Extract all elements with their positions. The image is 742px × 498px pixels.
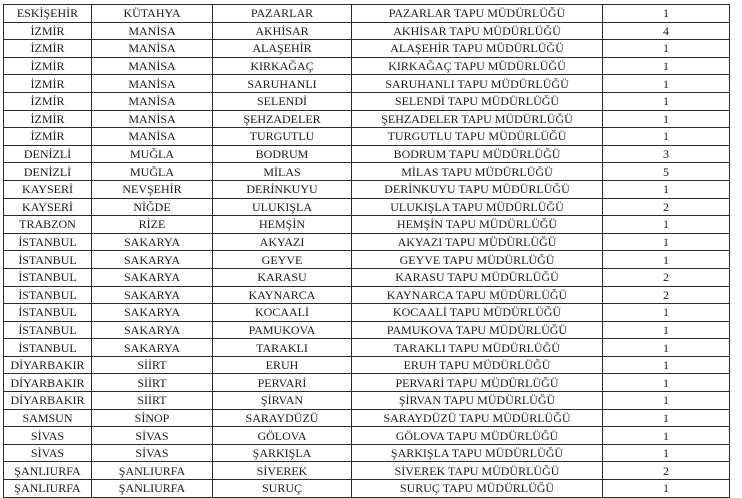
region-cell: İSTANBUL xyxy=(4,251,92,269)
count-cell: 1 xyxy=(603,180,730,198)
office-name-cell: KAYNARCA TAPU MÜDÜRLÜĞÜ xyxy=(352,286,603,304)
region-cell: İSTANBUL xyxy=(4,304,92,322)
region-cell: DENİZLİ xyxy=(4,145,92,163)
province-cell: SAKARYA xyxy=(92,251,213,269)
table-row xyxy=(4,233,730,251)
province-cell: MUĞLA xyxy=(92,145,213,163)
count-cell: 4 xyxy=(603,22,730,40)
province-cell: ŞANLIURFA xyxy=(92,462,213,480)
office-name-cell: MİLAS TAPU MÜDÜRLÜĞÜ xyxy=(352,163,603,181)
table-row xyxy=(4,409,730,427)
table-row xyxy=(4,480,730,498)
count-cell: 2 xyxy=(603,462,730,480)
district-cell: TARAKLI xyxy=(213,339,352,357)
count-cell: 2 xyxy=(603,286,730,304)
region-cell: KAYSERİ xyxy=(4,180,92,198)
office-name-cell: HEMŞİN TAPU MÜDÜRLÜĞÜ xyxy=(352,216,603,234)
province-cell: SAKARYA xyxy=(92,339,213,357)
office-name-cell: PAMUKOVA TAPU MÜDÜRLÜĞÜ xyxy=(352,321,603,339)
district-cell: ŞİRVAN xyxy=(213,392,352,410)
province-cell: MANİSA xyxy=(92,128,213,146)
count-cell: 1 xyxy=(603,233,730,251)
province-cell: SAKARYA xyxy=(92,304,213,322)
table-row xyxy=(4,374,730,392)
province-cell: SAKARYA xyxy=(92,268,213,286)
region-cell: DİYARBAKIR xyxy=(4,356,92,374)
province-cell: SİİRT xyxy=(92,374,213,392)
office-name-cell: BODRUM TAPU MÜDÜRLÜĞÜ xyxy=(352,145,603,163)
office-name-cell: TARAKLI TAPU MÜDÜRLÜĞÜ xyxy=(352,339,603,357)
table-row xyxy=(4,145,730,163)
province-cell: NİĞDE xyxy=(92,198,213,216)
region-cell: ESKİŞEHİR xyxy=(4,5,92,23)
office-name-cell: TURGUTLU TAPU MÜDÜRLÜĞÜ xyxy=(352,128,603,146)
table-row xyxy=(4,304,730,322)
province-cell: MANİSA xyxy=(92,110,213,128)
table-row xyxy=(4,198,730,216)
district-cell: KARASU xyxy=(213,268,352,286)
office-name-cell: ALAŞEHİR TAPU MÜDÜRLÜĞÜ xyxy=(352,40,603,58)
count-cell: 1 xyxy=(603,128,730,146)
table-row xyxy=(4,268,730,286)
district-cell: SARUHANLI xyxy=(213,75,352,93)
table-row xyxy=(4,57,730,75)
office-name-cell: PERVARİ TAPU MÜDÜRLÜĞÜ xyxy=(352,374,603,392)
district-cell: ŞEHZADELER xyxy=(213,110,352,128)
province-cell: ŞANLIURFA xyxy=(92,480,213,498)
district-cell: ALAŞEHİR xyxy=(213,40,352,58)
table-row xyxy=(4,5,730,23)
office-name-cell: SELENDİ TAPU MÜDÜRLÜĞÜ xyxy=(352,92,603,110)
count-cell: 5 xyxy=(603,163,730,181)
count-cell: 1 xyxy=(603,392,730,410)
region-cell: ŞANLIURFA xyxy=(4,462,92,480)
region-cell: İZMİR xyxy=(4,22,92,40)
region-cell: İZMİR xyxy=(4,57,92,75)
count-cell: 1 xyxy=(603,356,730,374)
count-cell: 1 xyxy=(603,92,730,110)
count-cell: 1 xyxy=(603,110,730,128)
district-cell: BODRUM xyxy=(213,145,352,163)
province-cell: KÜTAHYA xyxy=(92,5,213,23)
district-cell: PERVARİ xyxy=(213,374,352,392)
office-name-cell: GEYVE TAPU MÜDÜRLÜĞÜ xyxy=(352,251,603,269)
region-cell: İSTANBUL xyxy=(4,286,92,304)
table-row xyxy=(4,163,730,181)
region-cell: DİYARBAKIR xyxy=(4,374,92,392)
office-name-cell: SİVEREK TAPU MÜDÜRLÜĞÜ xyxy=(352,462,603,480)
province-cell: MANİSA xyxy=(92,22,213,40)
count-cell: 1 xyxy=(603,304,730,322)
office-name-cell: ŞEHZADELER TAPU MÜDÜRLÜĞÜ xyxy=(352,110,603,128)
region-cell: KAYSERİ xyxy=(4,198,92,216)
region-cell: DİYARBAKIR xyxy=(4,392,92,410)
office-name-cell: PAZARLAR TAPU MÜDÜRLÜĞÜ xyxy=(352,5,603,23)
province-cell: SİİRT xyxy=(92,392,213,410)
province-cell: SİVAS xyxy=(92,427,213,445)
count-cell: 2 xyxy=(603,198,730,216)
province-cell: MANİSA xyxy=(92,92,213,110)
count-cell: 1 xyxy=(603,321,730,339)
region-cell: İZMİR xyxy=(4,110,92,128)
office-name-cell: KOCAALİ TAPU MÜDÜRLÜĞÜ xyxy=(352,304,603,322)
count-cell: 1 xyxy=(603,40,730,58)
province-cell: MANİSA xyxy=(92,75,213,93)
district-cell: MİLAS xyxy=(213,163,352,181)
district-cell: PAZARLAR xyxy=(213,5,352,23)
table-row xyxy=(4,392,730,410)
office-name-cell: GÖLOVA TAPU MÜDÜRLÜĞÜ xyxy=(352,427,603,445)
count-cell: 1 xyxy=(603,251,730,269)
region-cell: DENİZLİ xyxy=(4,163,92,181)
district-cell: KAYNARCA xyxy=(213,286,352,304)
count-cell: 1 xyxy=(603,339,730,357)
office-name-cell: AKHİSAR TAPU MÜDÜRLÜĞÜ xyxy=(352,22,603,40)
table-row xyxy=(4,339,730,357)
office-name-cell: ERUH TAPU MÜDÜRLÜĞÜ xyxy=(352,356,603,374)
table-row xyxy=(4,444,730,462)
count-cell: 1 xyxy=(603,57,730,75)
office-name-cell: SARAYDÜZÜ TAPU MÜDÜRLÜĞÜ xyxy=(352,409,603,427)
count-cell: 3 xyxy=(603,145,730,163)
district-cell: PAMUKOVA xyxy=(213,321,352,339)
count-cell: 1 xyxy=(603,444,730,462)
table-row xyxy=(4,40,730,58)
office-name-cell: AKYAZI TAPU MÜDÜRLÜĞÜ xyxy=(352,233,603,251)
office-name-cell: DERİNKUYU TAPU MÜDÜRLÜĞÜ xyxy=(352,180,603,198)
office-name-cell: ŞARKIŞLA TAPU MÜDÜRLÜĞÜ xyxy=(352,444,603,462)
count-cell: 1 xyxy=(603,427,730,445)
district-cell: SARAYDÜZÜ xyxy=(213,409,352,427)
table-row xyxy=(4,356,730,374)
district-cell: KOCAALİ xyxy=(213,304,352,322)
table-row xyxy=(4,251,730,269)
table-row xyxy=(4,216,730,234)
district-cell: ULUKIŞLA xyxy=(213,198,352,216)
district-cell: SİVEREK xyxy=(213,462,352,480)
province-cell: MUĞLA xyxy=(92,163,213,181)
region-cell: İSTANBUL xyxy=(4,321,92,339)
district-cell: ŞARKIŞLA xyxy=(213,444,352,462)
province-cell: SAKARYA xyxy=(92,286,213,304)
count-cell: 2 xyxy=(603,268,730,286)
region-cell: İZMİR xyxy=(4,128,92,146)
count-cell: 1 xyxy=(603,216,730,234)
table-row xyxy=(4,22,730,40)
table-row xyxy=(4,462,730,480)
region-cell: İZMİR xyxy=(4,40,92,58)
office-name-cell: ŞİRVAN TAPU MÜDÜRLÜĞÜ xyxy=(352,392,603,410)
table-row xyxy=(4,128,730,146)
table-row xyxy=(4,180,730,198)
count-cell: 1 xyxy=(603,409,730,427)
province-cell: SİVAS xyxy=(92,444,213,462)
office-table xyxy=(3,4,730,498)
count-cell: 1 xyxy=(603,5,730,23)
district-cell: SELENDİ xyxy=(213,92,352,110)
region-cell: SİVAS xyxy=(4,444,92,462)
province-cell: MANİSA xyxy=(92,40,213,58)
district-cell: KIRKAĞAÇ xyxy=(213,57,352,75)
region-cell: İSTANBUL xyxy=(4,233,92,251)
district-cell: ERUH xyxy=(213,356,352,374)
region-cell: SİVAS xyxy=(4,427,92,445)
province-cell: SAKARYA xyxy=(92,233,213,251)
region-cell: SAMSUN xyxy=(4,409,92,427)
region-cell: İSTANBUL xyxy=(4,339,92,357)
office-name-cell: KIRKAĞAÇ TAPU MÜDÜRLÜĞÜ xyxy=(352,57,603,75)
province-cell: RİZE xyxy=(92,216,213,234)
district-cell: GEYVE xyxy=(213,251,352,269)
office-table-body xyxy=(4,5,730,498)
district-cell: DERİNKUYU xyxy=(213,180,352,198)
table-row xyxy=(4,75,730,93)
district-cell: TURGUTLU xyxy=(213,128,352,146)
office-name-cell: KARASU TAPU MÜDÜRLÜĞÜ xyxy=(352,268,603,286)
office-name-cell: ULUKIŞLA TAPU MÜDÜRLÜĞÜ xyxy=(352,198,603,216)
district-cell: SURUÇ xyxy=(213,480,352,498)
office-name-cell: SARUHANLI TAPU MÜDÜRLÜĞÜ xyxy=(352,75,603,93)
count-cell: 1 xyxy=(603,75,730,93)
count-cell: 1 xyxy=(603,374,730,392)
table-row xyxy=(4,92,730,110)
province-cell: MANİSA xyxy=(92,57,213,75)
province-cell: SİNOP xyxy=(92,409,213,427)
region-cell: ŞANLIURFA xyxy=(4,480,92,498)
table-row xyxy=(4,110,730,128)
region-cell: İZMİR xyxy=(4,75,92,93)
region-cell: İZMİR xyxy=(4,92,92,110)
table-row xyxy=(4,321,730,339)
office-name-cell: SURUÇ TAPU MÜDÜRLÜĞÜ xyxy=(352,480,603,498)
count-cell: 1 xyxy=(603,480,730,498)
region-cell: TRABZON xyxy=(4,216,92,234)
province-cell: NEVŞEHİR xyxy=(92,180,213,198)
table-row xyxy=(4,286,730,304)
district-cell: HEMŞİN xyxy=(213,216,352,234)
table-row xyxy=(4,427,730,445)
district-cell: GÖLOVA xyxy=(213,427,352,445)
province-cell: SİİRT xyxy=(92,356,213,374)
province-cell: SAKARYA xyxy=(92,321,213,339)
district-cell: AKYAZI xyxy=(213,233,352,251)
region-cell: İSTANBUL xyxy=(4,268,92,286)
district-cell: AKHİSAR xyxy=(213,22,352,40)
